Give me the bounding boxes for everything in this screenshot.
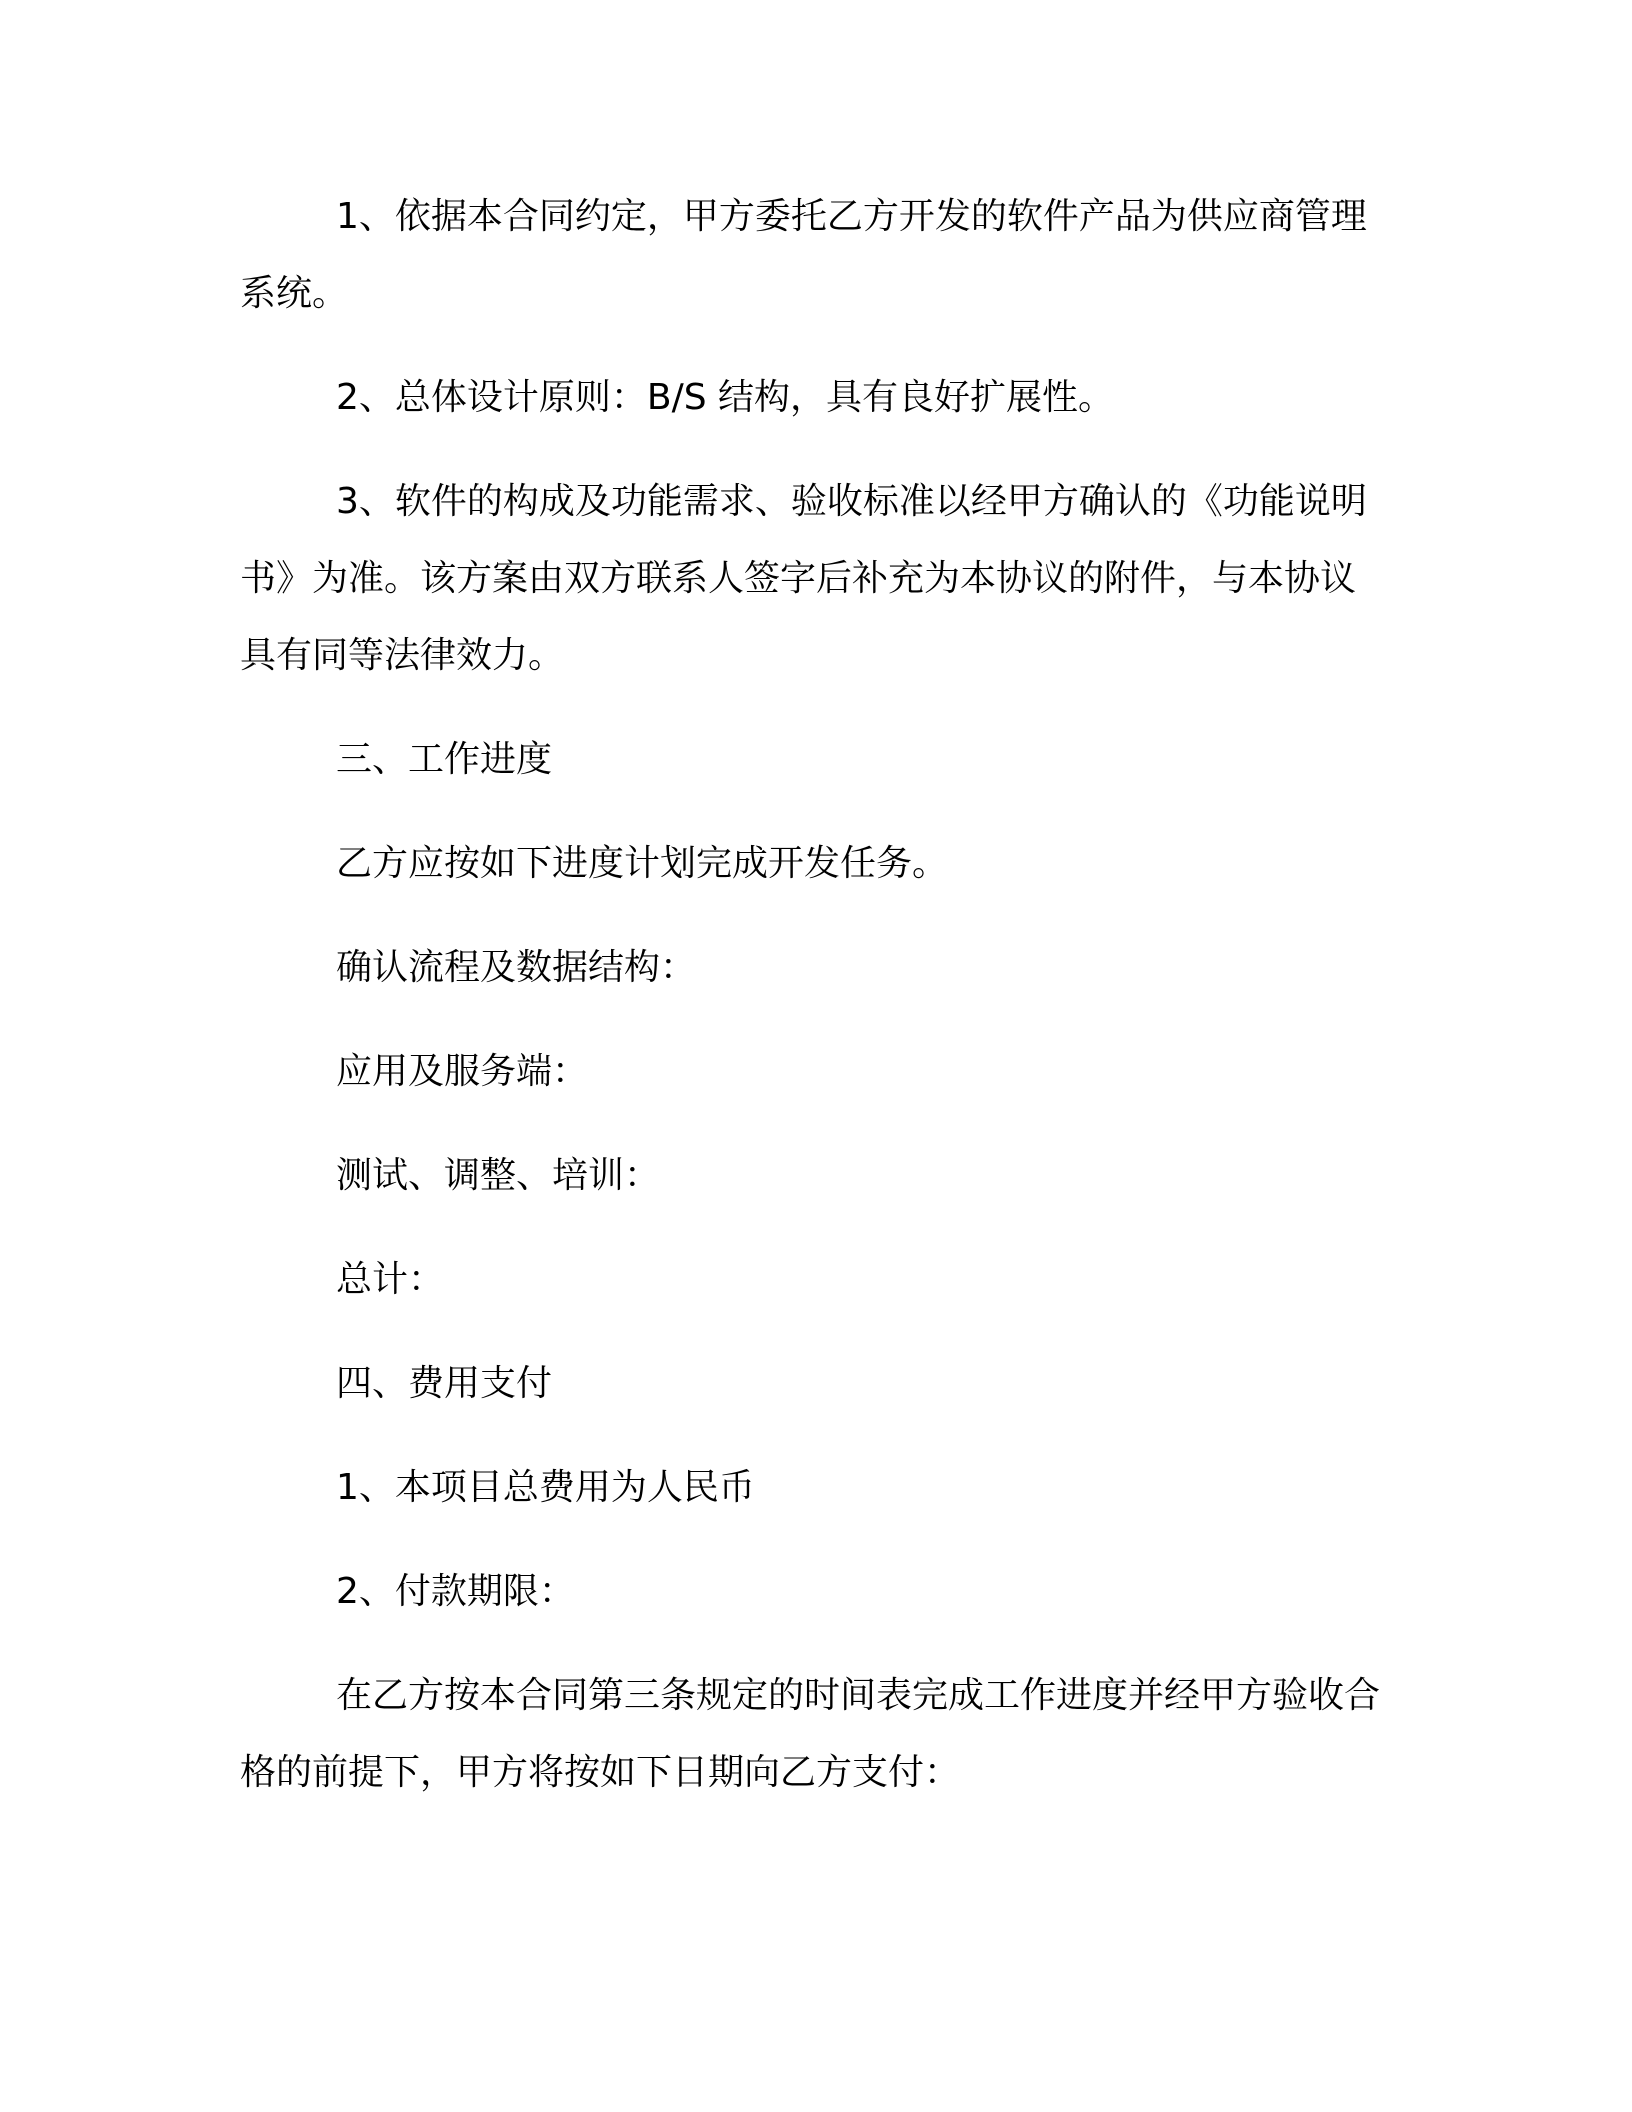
payment-condition: 在乙方按本合同第三条规定的时间表完成工作进度并经甲方验收合格的前提下，甲方将按如下日期向乙方支付： <box>240 1675 1381 1793</box>
clause-3-functional-requirements: 3、软件的构成及功能需求、验收标准以经甲方确认的《功能说明书》为准。该方案由双方联系人签字后补充为本协议的附件，与本协议具有同等法律效力。 <box>240 481 1367 676</box>
clause-2-design-principle: 2、总体设计原则：B/S 结构，具有良好扩展性。 <box>336 377 1115 418</box>
schedule-item-total: 总计： <box>336 1259 445 1300</box>
schedule-intro: 乙方应按如下进度计划完成开发任务。 <box>336 843 949 884</box>
section-heading-work-schedule: 三、工作进度 <box>336 739 553 780</box>
schedule-item-application-server: 应用及服务端： <box>336 1051 589 1092</box>
schedule-item-confirm-process: 确认流程及数据结构： <box>336 947 697 988</box>
schedule-item-testing-training: 测试、调整、培训： <box>336 1155 661 1196</box>
payment-term: 2、付款期限： <box>336 1571 575 1612</box>
clause-1-software-product: 1、依据本合同约定，甲方委托乙方开发的软件产品为供应商管理系统。 <box>240 196 1367 314</box>
section-heading-payment: 四、费用支付 <box>336 1363 553 1404</box>
document-body <box>240 178 1390 1838</box>
payment-total-fee: 1、本项目总费用为人民币 <box>336 1467 755 1508</box>
